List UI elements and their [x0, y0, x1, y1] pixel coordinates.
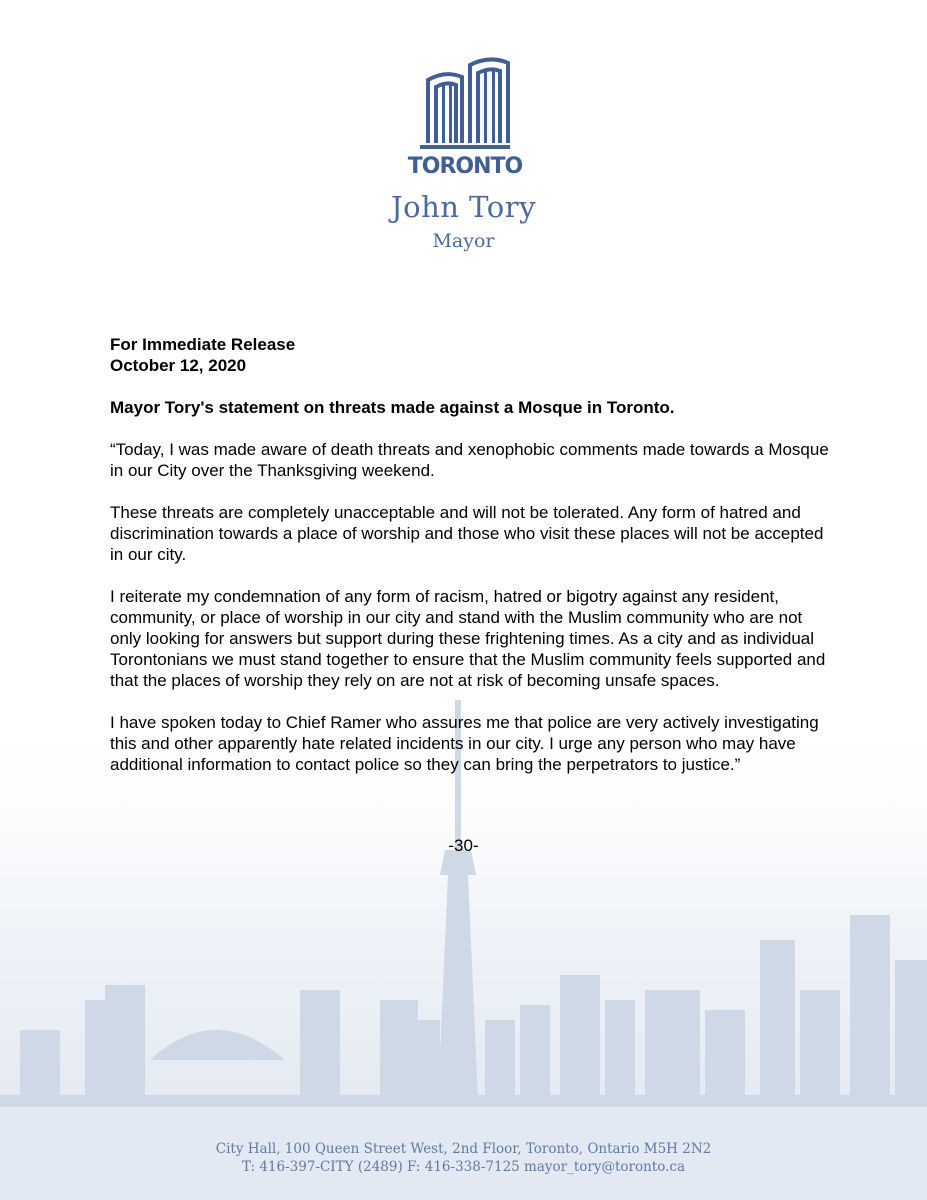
toronto-logo — [400, 55, 530, 180]
footer-address: City Hall, 100 Queen Street West, 2nd Floor, Toronto, Ontario M5H 2N2 — [215, 1141, 712, 1157]
city-hall-logo-icon — [400, 55, 530, 180]
mayor-name: John Tory — [391, 190, 536, 224]
headline: Mayor Tory's statement on threats made against a Mosque in Toronto. — [110, 398, 675, 417]
paragraph: These threats are completely unacceptable and will not be tolerated. Any form of hatred and discrimination towards a place of worship and those who visit these places will not be accepted in our city. — [110, 503, 824, 564]
logo-wordmark: TORONTO — [407, 154, 523, 179]
footer-contact: T: 416-397-CITY (2489) F: 416-338-7125 mayor_tory@toronto.ca — [241, 1159, 686, 1175]
release-date: October 12, 2020 — [110, 356, 247, 375]
paragraph: I reiterate my condemnation of any form of racism, hatred or bigotry against any resident, community, or place of worship in our city and stand with the Muslim community who are not only looking for answers but support during these frightening times. As a city and as individual Torontonians we must stand together to ensure that the Muslim community feels supported and that the places of worship they rely on are not at risk of becoming unsafe spaces. — [110, 587, 826, 690]
end-mark: -30- — [448, 836, 479, 855]
release-body — [110, 334, 830, 796]
mayor-title: Mayor — [432, 230, 495, 252]
release-label: For Immediate Release — [110, 335, 296, 354]
paragraph: “Today, I was made aware of death threats and xenophobic comments made towards a Mosque in our City over the Thanksgiving weekend. — [110, 440, 829, 480]
footer — [0, 1140, 927, 1176]
paragraph: I have spoken today to Chief Ramer who assures me that police are very actively investigating this and other apparently hate related incidents in our city. I urge any person who may have additional information to contact police so they can bring the perpetrators to justice.” — [110, 713, 819, 774]
